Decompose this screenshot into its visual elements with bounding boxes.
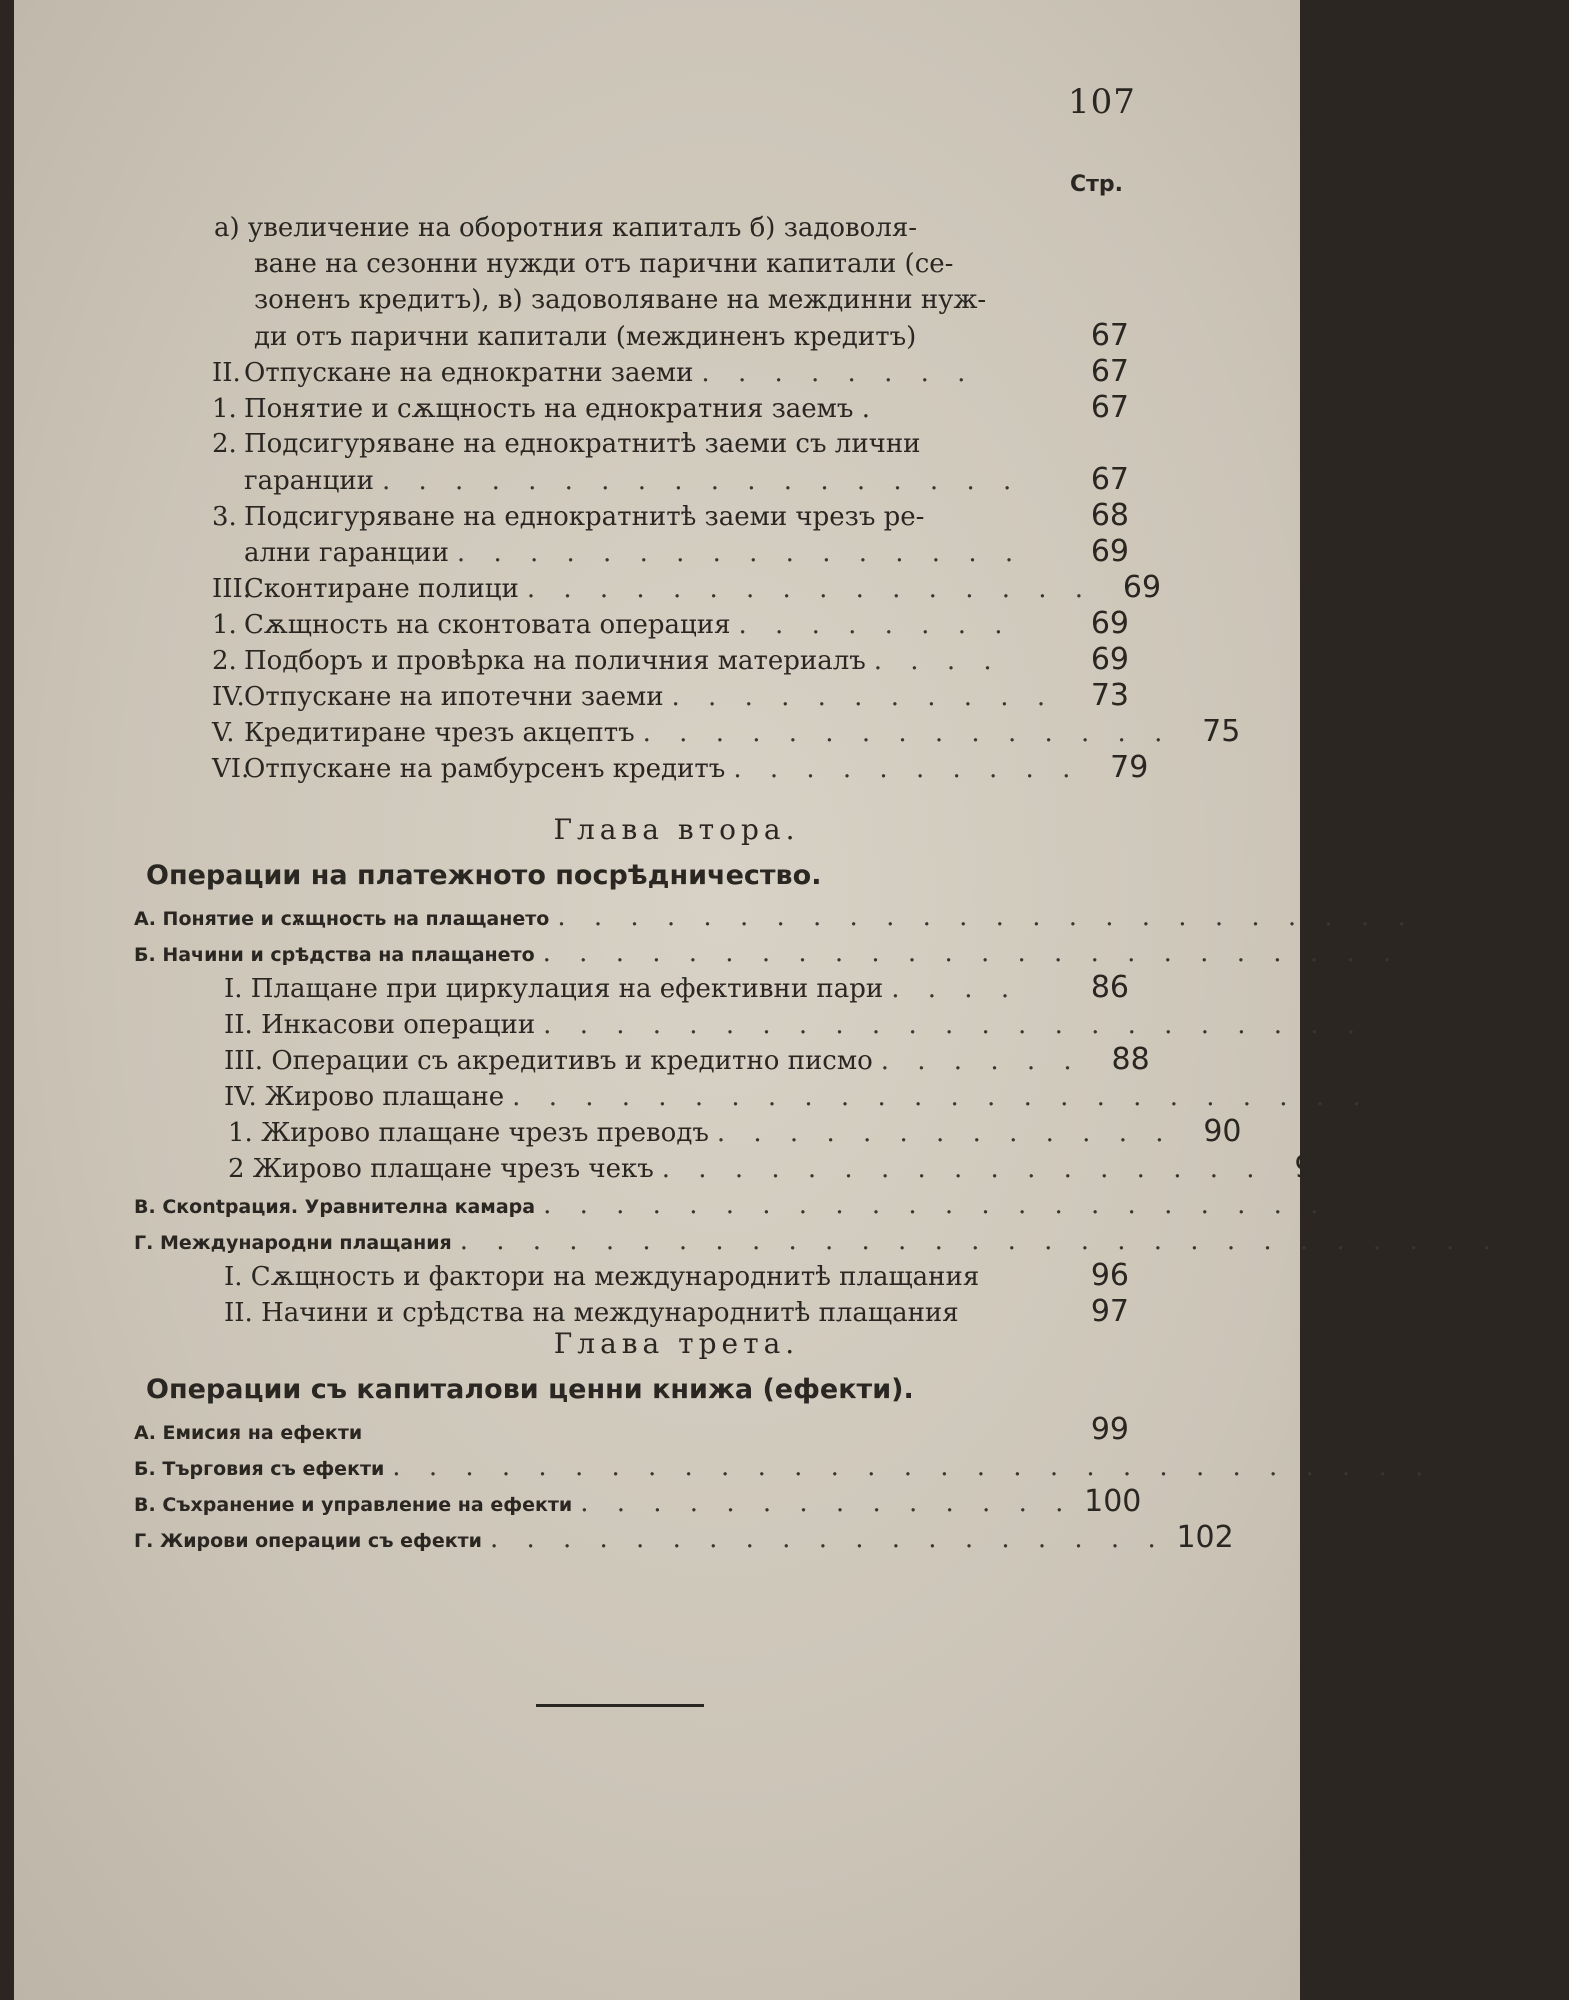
toc-row: Г. Жирови операции съ ефекти . . . . . . . . . . . . . . . . . . . 102 [134,1520,1129,1556]
toc-text: I. Плащане при циркулация на ефективни пари [224,974,884,1004]
toc-number: III. [212,574,252,604]
toc-row: 1. Жирово плащане чрезъ преводъ . . . . . . . . . . . . . 90 [228,1114,1242,1149]
toc-row: А. Понятие и сѫщность на плащането . . . . . . . . . . . . . . . . . . . . . . . . 84 [134,898,1129,934]
toc-number: 3. [212,502,237,532]
book-page [14,0,1569,2000]
toc-row: V. Кредитиране чрезъ акцептъ . . . . . . . . . . . . . . . 75 [212,714,1241,749]
chapter-2 [134,806,1569,1330]
toc-text: Понятие и сѫщность на еднократния заемъ . [244,394,870,424]
toc-row: VI. Отпускане на рамбурсенъ кредитъ . . . . . . . . . . 79 [212,750,1149,785]
toc-number: 2. [212,646,237,676]
toc-text: Сконтиране полици [244,574,519,604]
toc-text: I. Сѫщность и фактори на международнитѣ плащания [224,1262,980,1292]
toc-page: 73 [1090,678,1129,713]
toc-text: IV. Жирово плащане [224,1082,505,1112]
toc-page: 88 [1394,1006,1434,1041]
intro-line: зоненъ кредитъ), в) задоволяване на междинни нуж- [254,285,987,315]
toc-page: 91 [1294,1150,1333,1185]
toc-row: II. Отпускане на еднократни заеми . . . . . . . . 67 [212,354,1129,389]
toc-page: 79 [1110,750,1149,785]
toc-text: 2 Жирово плащане чрезъ чекъ [228,1154,654,1184]
toc-text: В. Скontрация. Уравнителна камара [134,1196,536,1218]
chapter-3 [134,1320,1502,1556]
toc-page: 69 [1090,642,1129,677]
toc-page: 67 [1090,318,1129,353]
toc-text: 1. Жирово плащане чрезъ преводъ [228,1118,709,1148]
toc-text: II. Начини и срѣдства на международнитѣ плащания [224,1298,959,1328]
intro-line: ди отъ парични капитали (междиненъ кредитъ) [254,322,917,352]
intro-block [134,210,1129,354]
toc-page: 67 [1090,390,1129,425]
toc-text: Сѫщность на сконтовата операция [244,610,731,640]
toc-page: 86 [1090,970,1129,1005]
intro-line: ване на сезонни нужди отъ парични капитали (се- [254,249,954,279]
toc-page: 84 [1445,898,1484,933]
toc-row: III. Операции съ акредитивъ и кредитно писмо . . . . . . 88 [224,1042,1150,1077]
toc-row: I. Плащане при циркулация на ефективни пари . . . . 86 [224,970,1129,1005]
toc-page: 99 [1090,1412,1129,1447]
toc-text: ални гаранции [244,538,449,568]
toc-page: 96 [1530,1222,1569,1257]
toc-row: ални гаранции . . . . . . . . . . . . . . . . 69 [244,534,1129,569]
toc-row: IV. Отпускане на ипотечни заеми . . . . . . . . . . . 73 [212,678,1129,713]
toc-text: Г. Международни плащания [134,1232,452,1254]
toc-number: VI. [212,754,250,784]
toc-number: 1. [212,610,237,640]
toc-text: гаранции [244,466,374,496]
toc-row: 2 Жирово плащане чрезъ чекъ . . . . . . . . . . . . . . . . . 91 [228,1150,1333,1185]
toc-text: Подсигуряване на еднократнитѣ заеми съ лични [244,429,921,459]
toc-row: Б. Търговия съ ефекти . . . . . . . . . . . . . . . . . . . . . . . . . . . . . 99 [134,1448,1129,1484]
toc-text: Б. Начини и срѣдства на плащането [134,944,535,966]
toc-number: IV. [212,682,245,712]
toc-text: А. Емисия на ефекти [134,1422,363,1444]
toc-number: 1. [212,394,237,424]
toc-row [134,1412,1129,1448]
toc-text: А. Понятие и сѫщность на плащането [134,908,550,930]
toc-page: 67 [1090,462,1129,497]
toc-row: В. Съхранение и управление на ефекти . . . . . . . . . . . . . . 100 [134,1484,1129,1520]
page-number: 107 [1068,82,1136,122]
toc-row: В. Скontрация. Уравнителна камара . . . . . . . . . . . . . . . . . . . . . . 92 [134,1186,1129,1222]
chapter-label: Глава трета. [553,1327,800,1360]
intro-last-line [134,318,1129,354]
chapter-title: Операции на платежното посрѣдничество. [146,860,822,891]
toc-text: Подборъ и провѣрка на поличния материалъ [244,646,866,676]
toc-row: IV. Жирово плащане . . . . . . . . . . . . . . . . . . . . . . . . 90 [224,1078,1439,1113]
toc-row: Г. Международни плащания . . . . . . . . . . . . . . . . . . . . . . . . . . . . . 96 [134,1222,1129,1258]
toc-page: 96 [1090,1258,1129,1293]
toc-row [134,426,1129,462]
toc-page: 100 [1084,1484,1142,1519]
toc-page: 88 [1111,1042,1150,1077]
toc-number: 2. [212,429,237,459]
toc-page: 99 [1463,1448,1502,1483]
closing-rule [536,1704,704,1707]
toc-text: Б. Търговия съ ефекти [134,1458,385,1480]
section-a-list [134,354,1241,786]
toc-page: 68 [1090,498,1129,533]
toc-text: Отпускане на ипотечни заеми [244,682,664,712]
toc-page: 85 [1430,934,1470,969]
toc-page: 69 [1122,570,1162,605]
toc-number: II. [212,358,241,388]
chapter-label: Глава втора. [553,813,800,846]
toc-page: 69 [1090,534,1129,569]
toc-row: III. Сконтиране полици . . . . . . . . . . . . . . . . 69 [212,570,1162,605]
toc-page: 75 [1202,714,1241,749]
toc-text: Отпускане на рамбурсенъ кредитъ [244,754,726,784]
toc-page: 92 [1358,1186,1397,1221]
toc-text: В. Съхранение и управление на ефекти [134,1494,573,1516]
toc-text: II. Инкасови операции [224,1010,536,1040]
toc-page: 67 [1090,354,1129,389]
page-column-label: Стр. [1070,172,1124,197]
toc-row: 2. Подборъ и провѣрка на поличния материалъ . . . . 69 [212,642,1129,677]
toc-text: Отпускане на еднократни заеми [244,358,694,388]
toc-text: Г. Жирови операции съ ефекти [134,1530,482,1552]
toc-page: 102 [1176,1520,1234,1555]
toc-row: Б. Начини и срѣдства на плащането . . . . . . . . . . . . . . . . . . . . . . . . 85 [134,934,1129,970]
toc-page: 90 [1203,1114,1242,1149]
toc-row: гаранции . . . . . . . . . . . . . . . . . . 67 [244,462,1129,497]
toc-row: 1. Сѫщность на сконтовата операция . . . . . . . . 69 [212,606,1129,641]
toc-text: Кредитиране чрезъ акцептъ [244,718,635,748]
toc-row: II. Инкасови операции . . . . . . . . . . . . . . . . . . . . . . . 88 [224,1006,1434,1041]
toc-text: III. Операции съ акредитивъ и кредитно писмо [224,1046,873,1076]
intro-line: а) увеличение на оборотния капиталъ б) задоволя- [214,213,918,243]
toc-page: 97 [1090,1294,1129,1329]
toc-page: 69 [1090,606,1129,641]
toc-row [134,498,1129,534]
toc-row [134,390,1129,426]
toc-number: V. [212,718,235,748]
toc-text: Подсигуряване на еднократнитѣ заеми чрезъ ре- [244,502,925,532]
toc-page: 90 [1400,1078,1439,1113]
chapter-title: Операции съ капиталови ценни книжа (ефекти). [146,1374,914,1405]
toc-row [134,1258,1129,1294]
